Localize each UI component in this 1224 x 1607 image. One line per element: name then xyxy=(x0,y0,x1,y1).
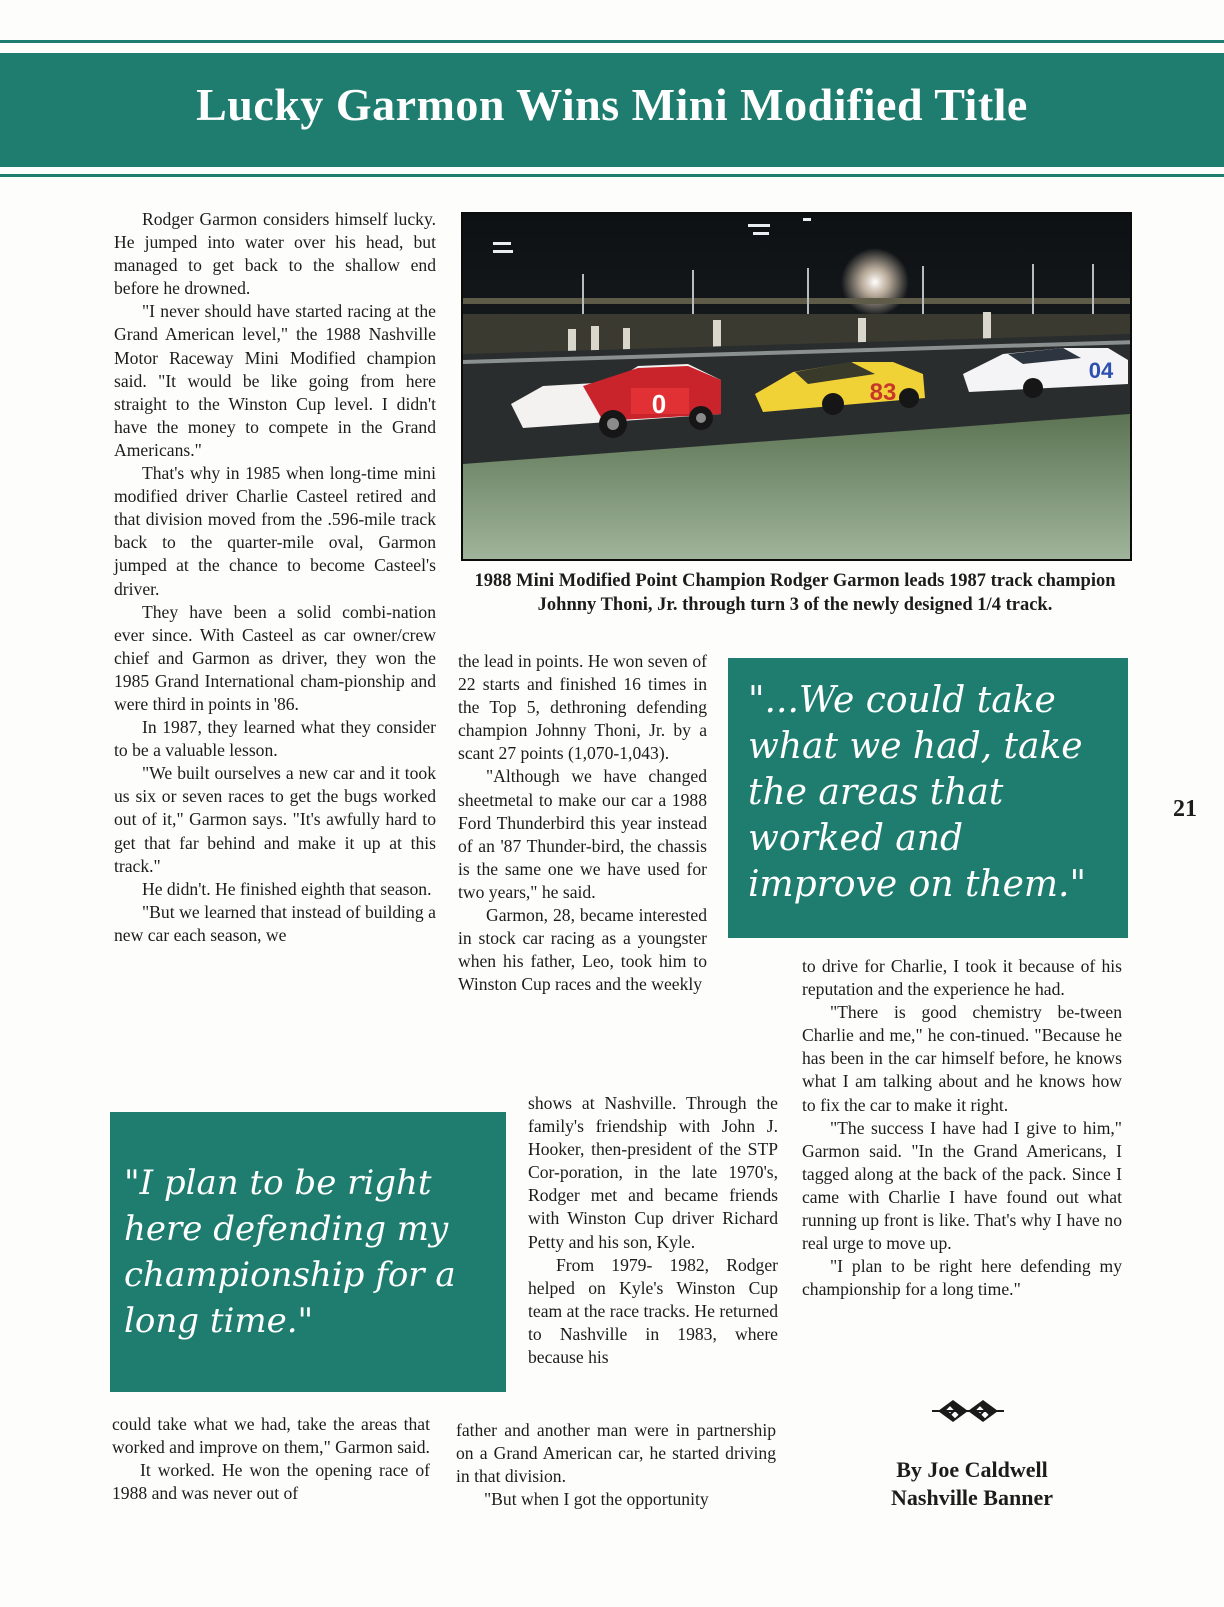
paragraph: "The success I have had I give to him," Garmon said. "In the Grand Americans, I tagged along at the back of the pack. Since I came with Charlie I have found out what running up front is like. That's why I have no real urge to move up. xyxy=(802,1117,1122,1254)
car-number-83: 83 xyxy=(869,379,897,406)
paragraph: That's why in 1985 when long-time mini modified driver Charlie Casteel retired and that division moved from the .596-mile track back to the quarter-mile oval, Garmon jumped at the chance to become Casteel's driver. xyxy=(114,463,436,599)
pull-quote-bottom xyxy=(110,1112,506,1392)
paragraph: He didn't. He finished eighth that season. xyxy=(142,878,432,899)
paragraph: "But we learned that instead of building a new car each season, we xyxy=(114,901,436,945)
paragraph: shows at Nashville. Through the family's friendship with John J. Hooker, then-president of the STP Cor-poration, in the late 1970's, Rodger met and became friends with Winston Cup driver Richard Petty and his son, Kyle. xyxy=(528,1093,778,1252)
checkered-flags-icon xyxy=(928,1396,1008,1426)
paragraph: the lead in points. He won seven of 22 starts and finished 16 times in the Top 5, dethroning defending champion Johnny Thoni, Jr. by a scant 27 points (1,070-1,043). xyxy=(458,651,707,764)
paragraph: Garmon, 28, became interested in stock car racing as a youngster when his father, Leo, took him to Winston Cup races and the weekly xyxy=(458,905,707,995)
pull-quote-top xyxy=(728,658,1128,938)
article-title: Lucky Garmon Wins Mini Modified Title xyxy=(196,79,1028,130)
car-number-04: 04 xyxy=(1088,358,1114,383)
paragraph: In 1987, they learned what they consider to be a valuable lesson. xyxy=(114,717,436,761)
byline-author: By Joe Caldwell xyxy=(896,1457,1048,1482)
car-number-0: 0 xyxy=(651,389,667,419)
photo-caption: 1988 Mini Modified Point Champion Rodger Garmon leads 1987 track champion Johnny Thoni, Jr. through turn 3 of the newly designed 1/4 track. xyxy=(474,571,1116,615)
paragraph: father and another man were in partnership on a Grand American car, he started driving in that division. xyxy=(456,1420,776,1487)
page-number: 21 xyxy=(1173,796,1197,822)
paragraph: "I plan to be right here defending my championship for a long time." xyxy=(802,1256,1122,1300)
paragraph: It worked. He won the opening race of 1988 and was never out of xyxy=(112,1460,430,1504)
pull-quote-text: "I plan to be right here defending my championship for a long time." xyxy=(124,1163,456,1341)
paragraph: They have been a solid combi-nation ever since. With Casteel as car owner/crew chief and Garmon as driver, they won the 1985 Grand International cham-pionship and were third in points in '86. xyxy=(114,601,436,714)
column-2-bottom xyxy=(456,1419,776,1511)
paragraph: to drive for Charlie, I took it because of his reputation and the experience he had. xyxy=(802,956,1122,1000)
paragraph: "There is good chemistry be-tween Charlie and me," he con-tinued. "Because he has been in the car himself before, he knows what I am talking about and he knows how to fix the car to make it right. xyxy=(802,1002,1122,1115)
paragraph: "Although we have changed sheetmetal to make our car a 1988 Ford Thunderbird this year instead of an '87 Thunder-bird, the chassis is the same one we have used for two years," he said. xyxy=(458,766,707,902)
pull-quote-text: "...We could take what we had, take the areas that worked and improve on them." xyxy=(748,680,1087,905)
paragraph: "I never should have started racing at the Grand American level," the 1988 Nashville Motor Raceway Mini Modified champion said. "It would be like going from here straight to the Winston Cup level. I didn't have the money to compete in the Grand Americans." xyxy=(114,301,436,460)
column-2-top xyxy=(458,650,707,996)
byline xyxy=(822,1456,1122,1512)
race-photo-illustration xyxy=(463,214,1130,559)
paragraph: Rodger Garmon considers himself lucky. He jumped into water over his head, but managed to get back to the shallow end before he drowned. xyxy=(114,209,436,299)
title-banner xyxy=(0,40,1224,182)
paragraph: From 1979- 1982, Rodger helped on Kyle's Winston Cup team at the race tracks. He returned to Nashville in 1983, where because his xyxy=(528,1254,778,1368)
column-1-bottom xyxy=(112,1413,430,1505)
column-1-top xyxy=(114,208,436,947)
paragraph: "But when I got the opportunity xyxy=(484,1489,709,1510)
paragraph: "We built ourselves a new car and it took us six or seven races to get the bugs worked out of it," Garmon says. "It's awfully hard to get that far behind and make it up at this track." xyxy=(114,763,436,876)
byline-outlet: Nashville Banner xyxy=(891,1485,1053,1510)
banner-rule-bottom xyxy=(0,174,1224,177)
column-3 xyxy=(802,955,1122,1301)
column-2-middle xyxy=(528,1092,778,1369)
paragraph: could take what we had, take the areas that worked and improve on them," Garmon said. xyxy=(112,1414,430,1458)
race-photo xyxy=(461,212,1132,561)
banner-rule-top xyxy=(0,40,1224,43)
